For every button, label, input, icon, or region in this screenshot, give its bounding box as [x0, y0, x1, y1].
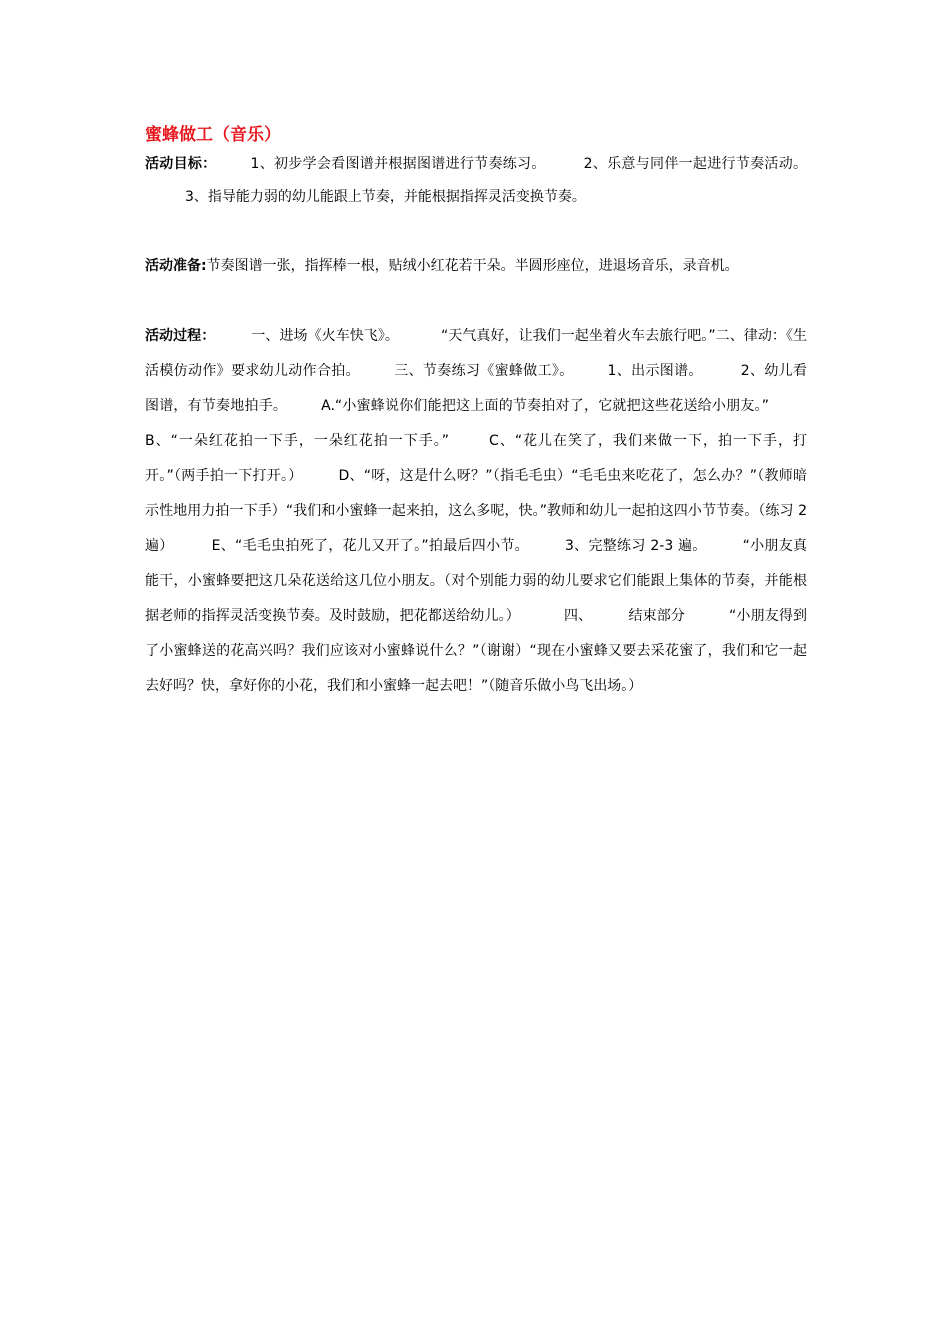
goals-label: 活动目标：: [145, 156, 217, 172]
goal-item-3: 3、指导能力弱的幼儿能跟上节奏，并能根据指挥灵活变换节奏。: [185, 189, 586, 205]
document-page: [145, 122, 807, 704]
goals-paragraph: [145, 148, 807, 214]
process-step-3: 三、节奏练习《蜜蜂做工》。: [393, 363, 574, 379]
process-step-1: 一、进场《火车快飞》。: [251, 328, 399, 344]
spacer: [145, 284, 807, 319]
spacer: [145, 214, 807, 249]
process-quote-3: “小朋友得到了小蜜蜂送的花高兴吗？我们应该对小蜜蜂说什么？”（谢谢）“现在小蜜蜂又要去采花蜜了，我们和它一起去好吗？快，拿好你的小花，我们和小蜜蜂一起去吧！”（随音乐做小鸟飞出场。）: [145, 608, 808, 694]
process-step-4-title: 结束部分: [628, 608, 686, 624]
process-label: 活动过程：: [145, 328, 216, 344]
process-paragraph: [145, 319, 807, 704]
process-item-e: E、“毛毛虫拍死了，花儿又开了。”拍最后四小节。: [211, 538, 529, 554]
preparation-text: 节奏图谱一张，指挥棒一根，贴绒小红花若干朵。半圆形座位，进退场音乐，录音机。: [206, 258, 739, 274]
document-title: 蜜蜂做工（音乐）: [145, 125, 281, 145]
process-quote-2: “小朋友真能干，小蜜蜂要把这几朵花送给这几位小朋友。（对个别能力弱的幼儿要求它们能跟上集体的节奏，并能根据老师的指挥灵活变换节奏。及时鼓励，把花都送给幼儿。）: [145, 538, 807, 624]
preparation-paragraph: [145, 249, 807, 284]
goal-item-1: 1、初步学会看图谱并根据图谱进行节奏练习。: [250, 156, 546, 172]
process-item-a: A.“小蜜蜂说你们能把这上面的节奏拍对了，它就把这些花送给小朋友。”: [321, 398, 769, 414]
preparation-label: 活动准备:: [145, 258, 207, 274]
goal-item-2: 2、乐意与同伴一起进行节奏活动。: [583, 156, 807, 172]
process-quote-1: “天气真好，让我们一起坐着火车去旅行吧。”: [440, 328, 716, 344]
process-substep-3: 3、完整练习 2-3 遍。: [564, 538, 707, 554]
process-substep-1: 1、出示图谱。: [607, 363, 703, 379]
process-step-4: 四、: [563, 608, 593, 624]
process-step-2: 二、律动：《生活模仿动作》要求幼儿动作合拍。: [145, 328, 808, 379]
process-item-d: D、“呀，这是什么呀？”（指毛毛虫）“毛毛虫来吃花了，怎么办？”（教师暗示性地用力拍一下手）“我们和小蜜蜂一起来拍，这么多呢，快。”教师和幼儿一起拍这四小节节奏。（练习 2 遍）: [145, 468, 807, 554]
process-item-c: C、“花儿在笑了，我们来做一下，拍一下手，打开。”（两手拍一下打开。）: [145, 433, 808, 484]
process-substep-2: 2、幼儿看图谱，有节奏地拍手。: [145, 363, 807, 414]
process-item-b: B、“一朵红花拍一下手，一朵红花拍一下手。”: [145, 433, 450, 449]
